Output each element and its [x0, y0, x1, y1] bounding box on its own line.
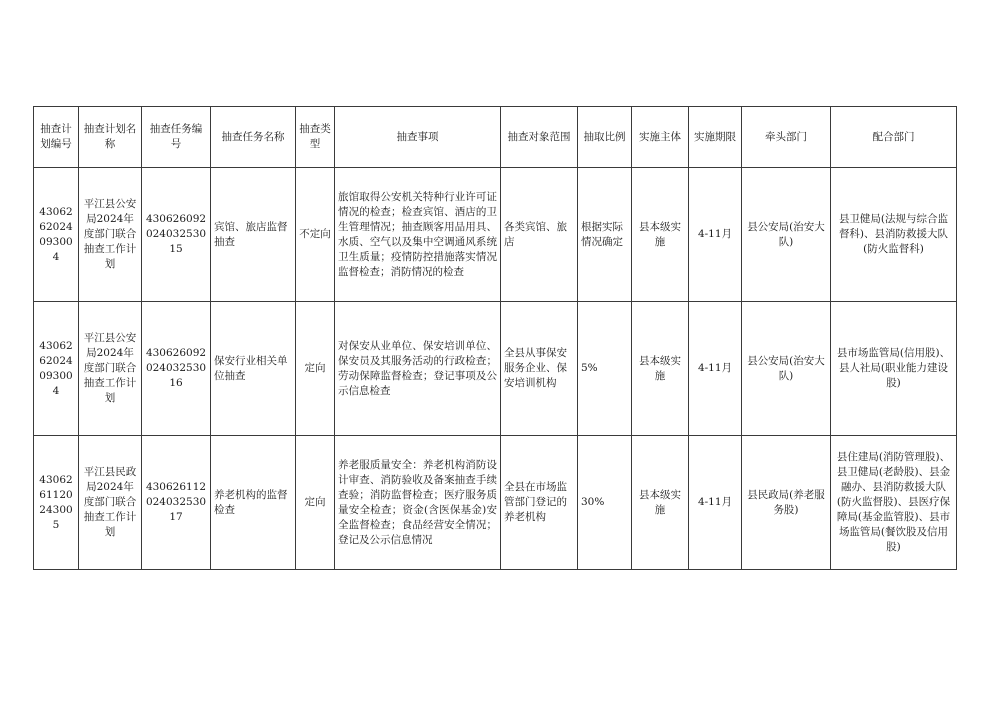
- plan-name-cell: 平江县民政局2024年度部门联合抽查工作计划: [79, 436, 142, 570]
- table-row: [34, 302, 957, 436]
- type-cell: 不定向: [296, 168, 335, 302]
- ratio-cell: 30%: [578, 436, 632, 570]
- scope-cell: 各类宾馆、旅店: [501, 168, 578, 302]
- subject-cell: 县本级实施: [632, 436, 689, 570]
- header-ratio: 抽取比例: [578, 107, 632, 168]
- inspection-plan-table: [33, 106, 957, 570]
- items-cell: 养老服质量安全：养老机构消防设计审查、消防验收及备案抽查手续查验；消防监督检查；医疗服务质量安全检查；资金(含医保基金)安全监督检查；食品经营安全情况；登记及公示信息情况: [335, 436, 501, 570]
- task-name-cell: 保安行业相关单位抽查: [211, 302, 296, 436]
- header-period: 实施期限: [689, 107, 742, 168]
- header-subject: 实施主体: [632, 107, 689, 168]
- lead-cell: 县公安局(治安大队): [742, 302, 831, 436]
- period-cell: 4-11月: [689, 302, 742, 436]
- period-cell: 4-11月: [689, 436, 742, 570]
- table-row: [34, 436, 957, 570]
- scope-cell: 全县从事保安服务企业、保安培训机构: [501, 302, 578, 436]
- header-task-name: 抽查任务名称: [211, 107, 296, 168]
- task-no-cell: 430626092024032530 16: [142, 302, 211, 436]
- cooperate-cell: 县市场监管局(信用股)、县人社局(职业能力建设股): [831, 302, 957, 436]
- cooperate-cell: 县住建局(消防管理股)、县卫健局(老龄股)、县金融办、县消防救援大队(防火监督股)、县医疗保障局(基金监管股)、县市场监管局(餐饮股及信用股): [831, 436, 957, 570]
- ratio-cell: 根据实际情况确定: [578, 168, 632, 302]
- lead-cell: 县公安局(治安大队): [742, 168, 831, 302]
- plan-name-cell: 平江县公安局2024年度部门联合抽查工作计划: [79, 302, 142, 436]
- type-cell: 定向: [296, 302, 335, 436]
- type-cell: 定向: [296, 436, 335, 570]
- subject-cell: 县本级实施: [632, 168, 689, 302]
- ratio-cell: 5%: [578, 302, 632, 436]
- scope-cell: 全县在市场监管部门登记的养老机构: [501, 436, 578, 570]
- items-cell: 旅馆取得公安机关特种行业许可证情况的检查；检查宾馆、酒店的卫生管理情况；抽查顾客用品用具、水质、空气以及集中空调通风系统卫生质量；疫情防控措施落实情况监督检查；消防情况的检查: [335, 168, 501, 302]
- items-cell: 对保安从业单位、保安培训单位、保安员及其服务活动的行政检查；劳动保障监督检查；登记事项及公示信息检查: [335, 302, 501, 436]
- subject-cell: 县本级实施: [632, 302, 689, 436]
- plan-no-cell: 430626202409300 4: [34, 168, 79, 302]
- header-type: 抽查类型: [296, 107, 335, 168]
- plan-no-cell: 430626202409300 4: [34, 302, 79, 436]
- task-name-cell: 宾馆、旅店监督抽查: [211, 168, 296, 302]
- task-name-cell: 养老机构的监督检查: [211, 436, 296, 570]
- header-plan-name: 抽查计划名称: [79, 107, 142, 168]
- table-row: [34, 168, 957, 302]
- lead-cell: 县民政局(养老服务股): [742, 436, 831, 570]
- period-cell: 4-11月: [689, 168, 742, 302]
- task-no-cell: 430626092024032530 15: [142, 168, 211, 302]
- header-scope: 抽查对象范围: [501, 107, 578, 168]
- cooperate-cell: 县卫健局(法规与综合监督科)、县消防救援大队(防火监督科): [831, 168, 957, 302]
- header-cooperate: 配合部门: [831, 107, 957, 168]
- table-header-row: [34, 107, 957, 168]
- plan-no-cell: 430626112024300 5: [34, 436, 79, 570]
- header-task-no: 抽查任务编号: [142, 107, 211, 168]
- header-items: 抽查事项: [335, 107, 501, 168]
- header-plan-no: 抽查计划编号: [34, 107, 79, 168]
- task-no-cell: 430626112024032530 17: [142, 436, 211, 570]
- header-lead: 牵头部门: [742, 107, 831, 168]
- plan-name-cell: 平江县公安局2024年度部门联合抽查工作计划: [79, 168, 142, 302]
